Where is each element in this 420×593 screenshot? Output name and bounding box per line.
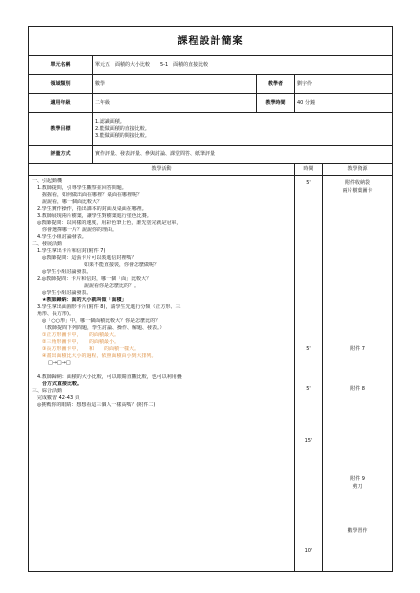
grade-label: 適用年級 — [29, 94, 93, 113]
activity-line: 1.教師提問，引導學生觀察並回答問題。 — [37, 185, 127, 191]
activity-line — [32, 367, 291, 374]
activity-line: 說說看你是怎麼比的？。 — [84, 283, 140, 289]
time-value: 5' — [306, 386, 311, 392]
resource-item: 附件 8 — [350, 386, 365, 392]
resource-item: 附件 9 — [350, 476, 365, 482]
activity-line: ◎學生小組討論發表。 — [42, 290, 92, 296]
resource-item: 附件 7 — [350, 346, 365, 352]
activity-line: ★教師歸納：面的大小就叫做「面積」 — [42, 297, 127, 303]
activity-line: ②三角形圖卡中， 的面積最小。 — [42, 339, 119, 345]
unit-label: 單元名稱 — [29, 56, 93, 75]
resource-header: 教學資源 — [323, 164, 393, 176]
time-value: 15' — [304, 438, 313, 444]
time-value: 5' — [306, 346, 311, 352]
time-value: 5' — [306, 180, 311, 186]
assessment-value: 實作評量、發表評量、參與討論、課堂問答、紙筆評量 — [93, 146, 393, 164]
activity-line: ◎「○○形」中，哪一個面積比較大？你是怎麼比的？ — [42, 318, 161, 324]
activity-line: 2.◎教師提問：卡片和信封，哪一個「面」比較大？ — [37, 276, 152, 282]
resource-column — [323, 176, 393, 572]
activity-line: 三、綜合活動 — [32, 388, 63, 394]
activity-line: 合方式直接比較。 — [42, 381, 83, 387]
activity-content — [29, 176, 295, 572]
activity-line: 你會選擇哪一片？說說你的理由。 — [42, 227, 118, 233]
time-value: 40 分鐘 — [295, 94, 393, 113]
time-value: 10' — [304, 548, 313, 554]
goal-item: 3.能做面積的間接比較。 — [95, 132, 150, 139]
unit-value: 單元五 面積的大小比較 5-1 面積的直接比較 — [93, 56, 393, 75]
goals-label: 教學目標 — [29, 113, 93, 146]
field-label: 領域類別 — [29, 75, 93, 94]
activity-line: 完成數習 42-43 頁 — [37, 395, 80, 401]
activity-line: ④畫出面積比大小的過程，依照面積由小到大排列。 — [42, 353, 157, 359]
activity-line: 4.學生小組討論發表。 — [37, 234, 87, 240]
goal-item: 1.認識面積。 — [95, 118, 125, 125]
goals-list — [93, 113, 393, 146]
field-value: 數學 — [93, 75, 257, 94]
activity-line: 4.教師歸納：面積的大小比較，可以眼睛直觀比較，也可以利用疊 — [37, 374, 182, 380]
time-column — [295, 176, 323, 572]
resource-item: 剪刀 — [352, 484, 363, 490]
resource-item: 兩片樹葉圖卡 — [342, 188, 373, 194]
time-header: 時間 — [295, 164, 323, 176]
activity-line: 2.學生實作操作，指出課本的封面及桌面在哪裡。 — [37, 206, 147, 212]
page-title: 課程設計簡案 — [29, 27, 393, 56]
activity-line: 說說看，哪一個面比較大？ — [42, 199, 103, 205]
activity-line: 3.教師展現兩片樹葉，讓學生對樹葉進行塗色比賽。 — [37, 213, 152, 219]
resource-item: 數學習作 — [347, 528, 368, 534]
activity-line: 3.學生拿出面圓形卡片(附件 8)，請學生先進行分類（正方形、三 — [37, 304, 181, 310]
teacher-label: 教學者 — [257, 75, 295, 94]
lesson-plan — [28, 26, 392, 572]
activity-line: 角形、長方形)。 — [37, 311, 74, 317]
activity-line: ◎學生小組討論發表。 — [42, 269, 92, 275]
teacher-value: 劉宇伶 — [295, 75, 393, 94]
resource-item: 附件收納袋 — [345, 180, 371, 186]
lesson-plan-table — [28, 26, 393, 572]
activity-line: 握握看，如何做出面在哪裡？桌面在哪裡呢？ — [42, 192, 143, 198]
activity-line: 1.學生拿出卡片和信封(附件 7) — [37, 248, 106, 254]
activity-line: （教師提問下列問題，學生討論、操作、解題、發表。） — [42, 325, 165, 331]
activity-header: 教學活動 — [29, 164, 295, 176]
activity-line: 如果不能直接裝，你會怎麼做呢？ — [84, 262, 160, 268]
activity-line: ①正方形圖卡中， 的面積最大。 — [42, 332, 119, 338]
activity-line: ③長方形圖卡中， 和 的面積一樣大。 — [42, 346, 139, 352]
activity-line: ◎教師提問：以同樣的速度，用彩色筆上色，誰先塗完就是冠軍， — [37, 220, 182, 226]
activity-line: ◎挑戰你的眼睛：想想看這三個人一樣高嗎？(附件二) — [37, 402, 156, 408]
time-label: 教學時間 — [257, 94, 295, 113]
activity-line: □→□→□ — [48, 360, 71, 366]
assessment-label: 評量方式 — [29, 146, 93, 164]
goal-item: 2.能做面積的直接比較。 — [95, 125, 150, 132]
activity-line: 二、發展活動 — [32, 241, 63, 247]
grade-value: 二年級 — [93, 94, 257, 113]
activity-line: ◎教師提問：這張卡片可以裝進信封裡嗎？ — [42, 255, 137, 261]
activity-line: 一、引起動機 — [32, 178, 63, 184]
